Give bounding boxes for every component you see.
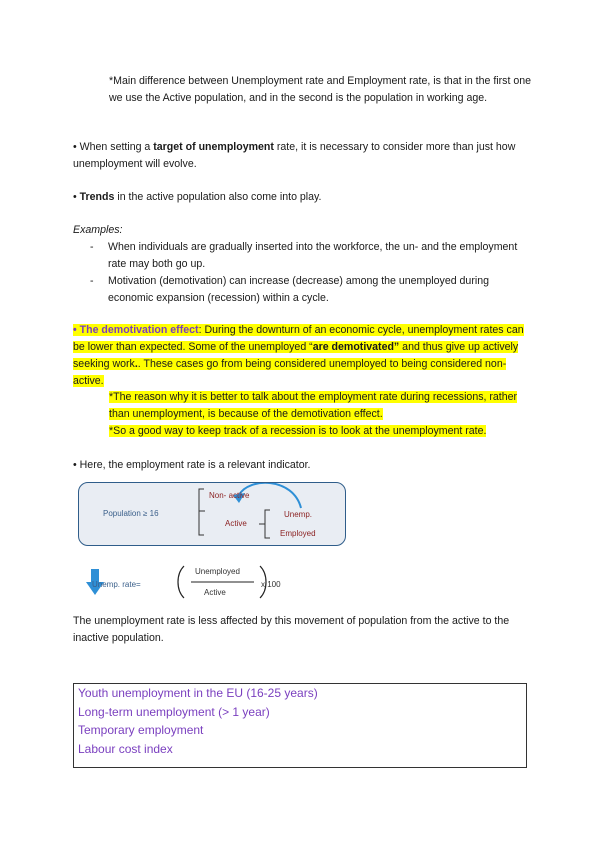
bullet-target-suffix: rate, it is necessary to consider more than just how unemployment will evolve. — [73, 141, 516, 170]
bullet-here: • Here, the employment rate is a relevant indicator. — [73, 459, 311, 471]
link-youth-unemployment[interactable]: Youth unemployment in the EU (16-25 years) — [78, 686, 318, 700]
examples-label: Examples: — [73, 224, 123, 236]
conclusion-paragraph: The unemployment rate is less affected by this movement of population from the active to the inactive population. — [73, 615, 510, 644]
diagram-unemp-label: Unemp. — [284, 510, 313, 519]
formula-denominator: Active — [204, 588, 226, 597]
link-temporary-employment[interactable]: Temporary employment — [78, 723, 204, 737]
bullet-trends-bold: Trends — [79, 191, 115, 203]
link-long-term-unemployment[interactable]: Long-term unemployment (> 1 year) — [78, 704, 270, 719]
formula — [78, 564, 378, 600]
demotivation-text-1: : During the downturn of an economic cycle, unemployment rates can be lower than expected. Some of the unemployed “ — [73, 324, 524, 353]
diagram-population-label: Population ≥ 16 — [103, 509, 159, 518]
link-labour-cost-index[interactable]: Labour cost index — [78, 741, 173, 756]
formula-times: x 100 — [261, 580, 281, 589]
note-reason — [109, 389, 529, 423]
demotivation-period: . — [134, 358, 138, 370]
demotivation-text-3: . These cases go from being considered unemployed to being considered non-active. — [73, 358, 507, 387]
note-good-way — [109, 423, 534, 440]
formula-lhs: Unemp. rate= — [92, 580, 141, 589]
bullet-target-prefix: • When setting a — [73, 141, 154, 153]
example-text: Motivation (demotivation) can increase (decrease) among the unemployed during economic expansion (recession) within a cycle. — [108, 275, 489, 304]
population-diagram — [78, 482, 346, 546]
note-good-way-text: *So a good way to keep track of a recession is to look at the unemployment rate. — [109, 425, 487, 437]
diagram-active-label: Active — [225, 519, 247, 528]
formula-numerator: Unemployed — [195, 567, 240, 576]
example-text: When individuals are gradually inserted into the workforce, the un- and the employment rate may both go up. — [108, 241, 518, 270]
diagram-employed-label: Employed — [280, 529, 316, 538]
bullet-target — [73, 139, 525, 172]
bullet-trends-prefix: • — [73, 191, 80, 203]
diagram-non-active-label: Non- active — [209, 491, 250, 500]
bullet-trends-suffix: in the active population also come into play. — [114, 191, 322, 203]
bullet-trends — [73, 189, 525, 206]
note-main-difference: *Main difference between Unemployment rate and Employment rate, is that in the first one we use the Active population, and in the second is the population in working age. — [109, 75, 532, 104]
dash-bullet: - — [90, 275, 94, 287]
demotivation-paragraph — [73, 322, 528, 390]
demotivation-bold: are demotivated” — [312, 341, 400, 353]
demotivation-text-2: and thus give up actively seeking work — [73, 341, 519, 370]
related-links-box — [73, 683, 527, 768]
dash-bullet: - — [90, 241, 94, 253]
bullet-target-bold: target of unemployment — [153, 141, 274, 153]
note-reason-text: *The reason why it is better to talk about the employment rate during recessions, rather than unemployment, is because of the demotivation effect. — [109, 391, 518, 420]
demotivation-title: • The demotivation effect — [73, 324, 199, 336]
